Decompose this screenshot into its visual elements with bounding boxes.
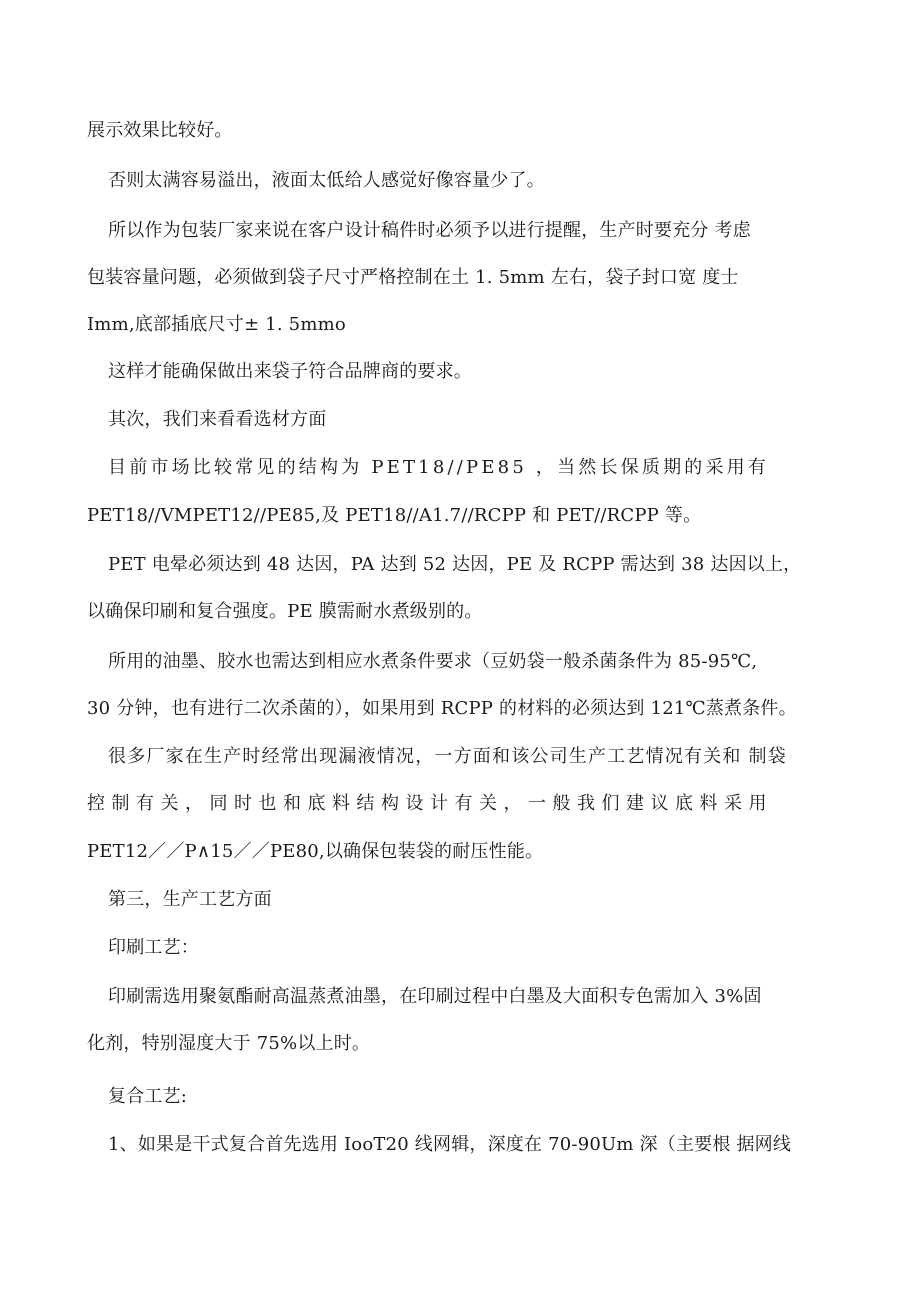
text-line-2: 否则太满容易溢出，液面太低给人感觉好像容量少了。 [108, 170, 545, 191]
text-line-3: 所以作为包装厂家来说在客户设计稿件时必须予以进行提醒，生产时要充分 考虑 [108, 220, 751, 241]
text-line-20: 化剂，特别湿度大于 75%以上时。 [87, 1033, 371, 1054]
text-line-21: 复合工艺: [108, 1086, 188, 1107]
text-line-16: PET12／／P∧15／／PE80,以确保包装袋的耐压性能。 [87, 841, 544, 862]
text-line-14: 很多厂家在生产时经常出现漏液情况，一方面和该公司生产工艺情况有关和 制袋 [108, 746, 787, 767]
text-line-7: 其次，我们来看看选材方面 [108, 409, 327, 430]
text-line-11: 以确保印刷和复合强度。PE 膜需耐水煮级别的。 [87, 601, 483, 622]
text-line-8: 目前市场比较常见的结构为 PET18//PE85 ，当然长保质期的采用有 [108, 457, 770, 478]
text-line-13: 30 分钟，也有进行二次杀菌的），如果用到 RCPP 的材料的必须达到 121℃蒸煮条件。 [87, 698, 797, 719]
text-line-4: 包装容量问题，必须做到袋子尺寸严格控制在土 1. 5mm 左右，袋子封口宽 度士 [87, 267, 739, 288]
text-line-10: PET 电晕必须达到 48 达因，PA 达到 52 达因，PE 及 RCPP 需达到 38 达因以上， [108, 554, 802, 575]
text-line-22: 1、如果是干式复合首先选用 IooT20 线网辑，深度在 70-90Um 深（主要根 据网线 [108, 1134, 792, 1155]
text-line-9: PET18//VMPET12//PE85,及 PET18//A1.7//RCPP 和 PET//RCPP 等。 [87, 505, 702, 526]
text-line-15: 控制有关，同时也和底料结构设计有关，一般我们建议底料采用 [87, 793, 773, 814]
text-line-18: 印刷工艺： [108, 937, 199, 958]
text-line-12: 所用的油墨、胶水也需达到相应水煮条件要求（豆奶袋一般杀菌条件为 85-95℃, [108, 651, 758, 672]
text-line-5: Imm,底部插底尺寸± 1. 5mmo [87, 314, 346, 335]
text-line-6: 这样才能确保做出来袋子符合品牌商的要求。 [108, 361, 472, 382]
text-line-19: 印刷需选用聚氨酯耐高温蒸煮油墨，在印刷过程中白墨及大面积专色需加入 3%固 [108, 986, 762, 1007]
text-line-1: 展示效果比较好。 [87, 120, 233, 141]
text-line-17: 第三，生产工艺方面 [108, 889, 272, 910]
